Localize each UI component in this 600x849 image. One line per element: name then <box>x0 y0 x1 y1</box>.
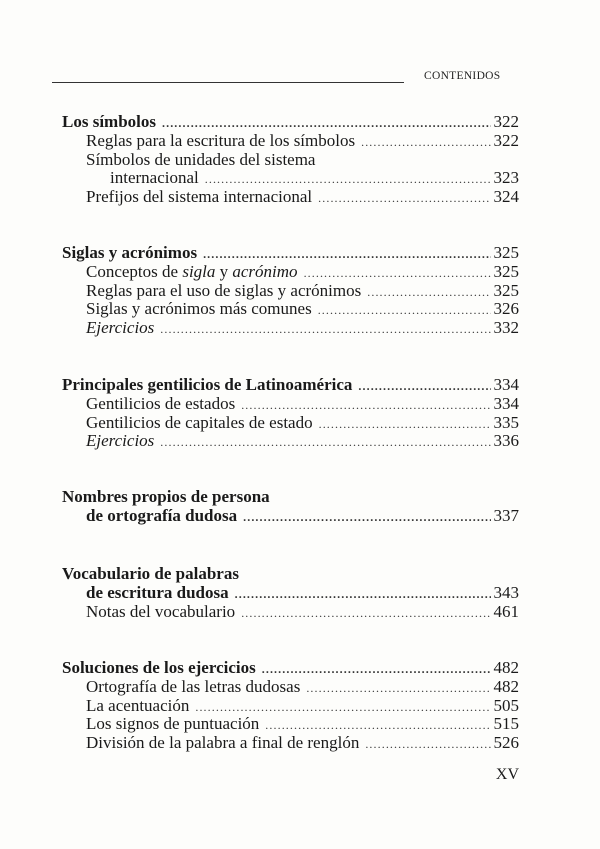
toc-section <box>62 488 519 526</box>
toc-heading[interactable] <box>62 659 519 678</box>
toc-entry[interactable] <box>62 715 519 734</box>
toc-entry[interactable] <box>62 395 519 414</box>
entry-title <box>86 188 312 207</box>
title-segment: Prefijos del sistema internacional <box>86 187 313 207</box>
title-segment: Soluciones de los ejercicios <box>62 658 256 677</box>
dot-leader <box>358 377 490 396</box>
title-segment: y <box>215 261 233 281</box>
toc-section <box>62 659 519 753</box>
toc-entry[interactable] <box>62 300 519 319</box>
toc-entry[interactable] <box>62 414 519 433</box>
page-number-ref: 482 <box>493 658 519 677</box>
entry-title <box>86 734 359 753</box>
page-number-ref: 325 <box>493 243 519 262</box>
title-segment: Notas del vocabulario <box>86 601 236 621</box>
toc-heading[interactable] <box>62 244 519 263</box>
running-header: CONTENIDOS <box>424 70 501 82</box>
title-segment: Los símbolos <box>62 112 156 131</box>
dot-leader <box>306 679 490 698</box>
page-number-ref: 336 <box>493 431 519 451</box>
title-segment: División de la palabra a final de renglón <box>86 733 360 753</box>
dot-leader <box>160 320 490 339</box>
entry-title <box>62 244 197 263</box>
entry-title <box>86 300 312 319</box>
page-number-ref: 343 <box>493 582 519 602</box>
page-number-ref: 526 <box>493 733 519 753</box>
entry-title <box>86 507 237 526</box>
entry-title <box>62 376 352 395</box>
entry-title <box>86 414 313 433</box>
title-segment: Siglas y acrónimos más comunes <box>86 299 312 319</box>
title-segment: Vocabulario de palabras <box>62 564 239 583</box>
toc-section <box>62 113 519 207</box>
toc-entry[interactable] <box>62 188 519 207</box>
entry-title <box>86 584 229 603</box>
page-number-ref: 337 <box>493 505 519 525</box>
toc-entry[interactable] <box>62 678 519 697</box>
toc-entry[interactable] <box>62 319 519 338</box>
title-segment: internacional <box>110 168 199 188</box>
title-segment: Ortografía de las letras dudosas <box>86 676 301 696</box>
dot-leader <box>318 189 490 208</box>
title-segment: acrónimo <box>232 261 298 281</box>
entry-title <box>86 132 355 151</box>
page-number-ref: 324 <box>493 187 519 207</box>
entry-title <box>86 263 298 282</box>
dot-leader <box>319 415 491 434</box>
page-number-ref: 326 <box>493 299 519 319</box>
entry-title <box>86 603 235 622</box>
toc-heading[interactable] <box>62 565 519 584</box>
title-segment: de escritura dudosa <box>86 582 229 602</box>
dot-leader <box>318 301 491 320</box>
dot-leader <box>365 735 490 754</box>
page-number-ref: 334 <box>493 375 519 394</box>
toc-entry[interactable] <box>62 432 519 451</box>
title-segment: Conceptos de <box>86 261 183 281</box>
page-number-ref: 325 <box>493 280 519 300</box>
entry-title <box>86 151 315 170</box>
entry-title <box>86 697 189 716</box>
title-segment: Siglas y acrónimos <box>62 243 198 262</box>
page-number-ref: 461 <box>493 601 519 621</box>
toc-entry[interactable] <box>62 151 519 170</box>
title-segment: La acentuación <box>86 695 190 715</box>
page-number-ref: 482 <box>493 676 519 696</box>
toc-section <box>62 565 519 621</box>
toc-entry[interactable] <box>62 734 519 753</box>
page-number: XV <box>495 766 519 783</box>
page-number-ref: 515 <box>493 714 519 734</box>
page-number-ref: 334 <box>493 393 519 413</box>
page-number-ref: 322 <box>493 112 519 131</box>
entry-title <box>62 488 270 507</box>
entry-title <box>86 319 154 338</box>
toc-entry[interactable] <box>62 282 519 301</box>
toc-section <box>62 376 519 451</box>
toc-heading[interactable] <box>62 113 519 132</box>
page-number-ref: 323 <box>493 168 519 188</box>
toc-section <box>62 244 519 338</box>
entry-title <box>62 113 156 132</box>
entry-title <box>86 715 259 734</box>
header-rule <box>52 82 404 83</box>
title-segment: Los signos de puntuación <box>86 714 260 734</box>
entry-title <box>86 395 235 414</box>
toc-entry[interactable] <box>62 169 519 188</box>
dot-leader <box>235 585 491 604</box>
entry-title <box>62 565 239 584</box>
page-number-ref: 505 <box>493 695 519 715</box>
title-segment: Ejercicios <box>86 431 155 451</box>
title-segment: Reglas para el uso de siglas y acrónimos <box>86 280 362 300</box>
title-segment: sigla <box>182 261 216 281</box>
dot-leader <box>367 283 490 302</box>
page-number-ref: 332 <box>493 318 519 338</box>
page-number-ref: 325 <box>493 261 519 281</box>
toc-entry[interactable] <box>62 697 519 716</box>
dot-leader <box>160 433 490 452</box>
toc-heading[interactable] <box>62 488 519 507</box>
entry-title <box>86 678 300 697</box>
title-segment: Nombres propios de persona <box>62 487 270 506</box>
entry-title <box>86 282 361 301</box>
dot-leader <box>361 133 490 152</box>
title-segment: Símbolos de unidades del sistema <box>86 149 316 169</box>
toc-entry[interactable] <box>62 132 519 151</box>
title-segment: Principales gentilicios de Latinoamérica <box>62 375 353 394</box>
toc-entry[interactable] <box>62 584 519 603</box>
entry-title <box>86 432 154 451</box>
title-segment: Gentilicios de capitales de estado <box>86 412 313 432</box>
title-segment: Gentilicios de estados <box>86 393 236 413</box>
title-segment: de ortografía dudosa <box>86 505 238 525</box>
dot-leader <box>241 604 490 623</box>
entry-title <box>110 169 199 188</box>
page-number-ref: 335 <box>493 412 519 432</box>
toc-heading[interactable] <box>62 376 519 395</box>
toc-entry[interactable] <box>62 507 519 526</box>
page-number-ref: 322 <box>493 130 519 150</box>
title-segment: Ejercicios <box>86 318 155 338</box>
toc-entry[interactable] <box>62 263 519 282</box>
toc-entry[interactable] <box>62 603 519 622</box>
title-segment: Reglas para la escritura de los símbolos <box>86 130 356 150</box>
dot-leader <box>243 508 490 527</box>
entry-title <box>62 659 256 678</box>
